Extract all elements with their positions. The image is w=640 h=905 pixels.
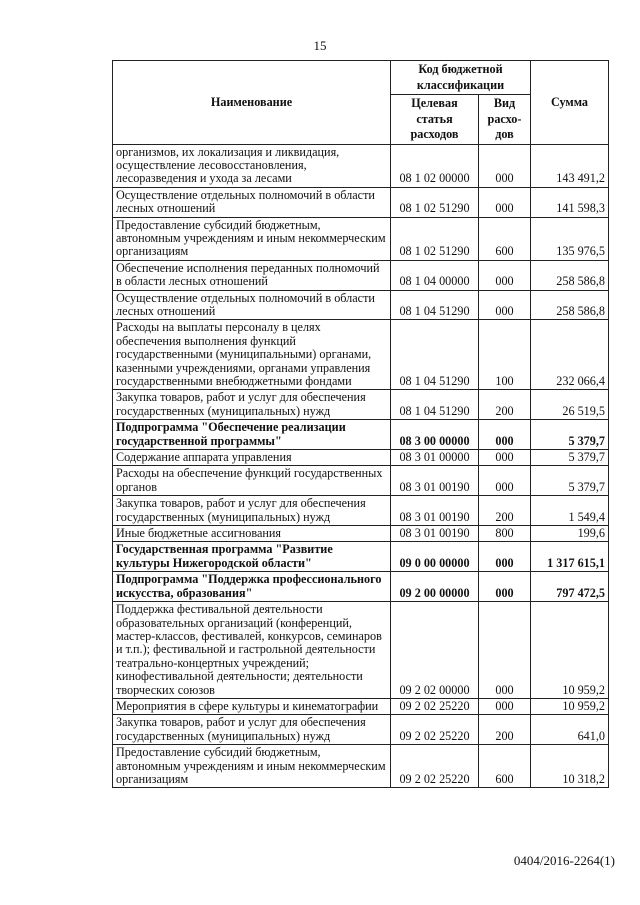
table-row: [113, 217, 609, 260]
row-target-code: 08 3 00 00000: [391, 420, 479, 450]
page-number: 15: [313, 38, 327, 53]
row-name: Закупка товаров, работ и услуг для обеспечения государственных (муниципальных) нужд: [113, 715, 391, 745]
row-expense-type: 200: [479, 390, 531, 420]
row-name: Закупка товаров, работ и услуг для обеспечения государственных (муниципальных) нужд: [113, 390, 391, 420]
row-name: Предоставление субсидий бюджетным, автономным учреждениям и иным некоммерческим организациям: [113, 745, 391, 788]
row-name: Расходы на обеспечение функций государственных органов: [113, 466, 391, 496]
row-target-code: 08 3 01 00190: [391, 466, 479, 496]
row-expense-type: 600: [479, 745, 531, 788]
row-expense-type: 000: [479, 290, 531, 320]
row-amount: 232 066,4: [531, 320, 609, 390]
row-target-code: 09 2 02 00000: [391, 602, 479, 699]
row-expense-type: 000: [479, 187, 531, 217]
row-expense-type: 000: [479, 144, 531, 187]
row-amount: 143 491,2: [531, 144, 609, 187]
table-row: [113, 496, 609, 526]
row-amount: 199,6: [531, 526, 609, 542]
row-target-code: 08 1 04 00000: [391, 260, 479, 290]
row-amount: 1 317 615,1: [531, 542, 609, 572]
row-expense-type: 100: [479, 320, 531, 390]
header-target-article: Целевая статья расходов: [391, 95, 479, 145]
row-expense-type: 000: [479, 260, 531, 290]
header-amount: Сумма: [531, 61, 609, 145]
row-target-code: 09 2 02 25220: [391, 698, 479, 714]
row-target-code: 09 2 02 25220: [391, 745, 479, 788]
table-row: [113, 260, 609, 290]
row-amount: 797 472,5: [531, 572, 609, 602]
table-row: [113, 466, 609, 496]
row-amount: 10 959,2: [531, 698, 609, 714]
row-target-code: 09 0 00 00000: [391, 542, 479, 572]
row-name: Мероприятия в сфере культуры и кинематографии: [113, 698, 391, 714]
table-row: [113, 526, 609, 542]
document-number: 0404/2016-2264(1): [513, 853, 615, 868]
row-expense-type: 000: [479, 572, 531, 602]
table-row: [113, 715, 609, 745]
table-row: [113, 390, 609, 420]
table-row: [113, 290, 609, 320]
table-header-row: [113, 61, 609, 95]
row-amount: 258 586,8: [531, 260, 609, 290]
row-amount: 641,0: [531, 715, 609, 745]
row-target-code: 08 1 02 00000: [391, 144, 479, 187]
row-target-code: 08 1 04 51290: [391, 390, 479, 420]
row-name: Государственная программа "Развитие культуры Нижегородской области": [113, 542, 391, 572]
row-amount: 141 598,3: [531, 187, 609, 217]
row-expense-type: 200: [479, 715, 531, 745]
row-target-code: 08 1 04 51290: [391, 320, 479, 390]
row-name: Подпрограмма "Обеспечение реализации государственной программы": [113, 420, 391, 450]
table-body: [113, 144, 609, 788]
row-target-code: 08 1 02 51290: [391, 217, 479, 260]
table-row: [113, 745, 609, 788]
row-amount: 26 519,5: [531, 390, 609, 420]
row-target-code: 09 2 02 25220: [391, 715, 479, 745]
row-amount: 5 379,7: [531, 466, 609, 496]
row-name: Закупка товаров, работ и услуг для обеспечения государственных (муниципальных) нужд: [113, 496, 391, 526]
header-expense-type: Вид расхо- дов: [479, 95, 531, 145]
budget-table: [112, 60, 609, 788]
row-name: Осуществление отдельных полномочий в области лесных отношений: [113, 187, 391, 217]
row-amount: 10 959,2: [531, 602, 609, 699]
table-row: [113, 542, 609, 572]
row-expense-type: 000: [479, 698, 531, 714]
row-expense-type: 800: [479, 526, 531, 542]
row-expense-type: 200: [479, 496, 531, 526]
row-expense-type: 000: [479, 466, 531, 496]
table-row: [113, 420, 609, 450]
table-row: [113, 572, 609, 602]
row-name: Поддержка фестивальной деятельности образовательных организаций (конференций, мастер-классов, фестивалей, конкурсов, семинаров и т.п.); фестивальной и гастрольной деятельности театрально-концертных учреждений; кинофестивальной деятельности; деятельности творческих союзов: [113, 602, 391, 699]
row-name: Обеспечение исполнения переданных полномочий в области лесных отношений: [113, 260, 391, 290]
row-expense-type: 600: [479, 217, 531, 260]
row-target-code: 08 3 01 00190: [391, 496, 479, 526]
row-name: Расходы на выплаты персоналу в целях обеспечения выполнения функций государственными (муниципальными) органами, казенными учреждениями, органами управления государственными внебюджетными фондами: [113, 320, 391, 390]
row-name: Осуществление отдельных полномочий в области лесных отношений: [113, 290, 391, 320]
row-amount: 258 586,8: [531, 290, 609, 320]
row-amount: 5 379,7: [531, 420, 609, 450]
row-target-code: 08 3 01 00000: [391, 450, 479, 466]
row-expense-type: 000: [479, 602, 531, 699]
table-row: [113, 187, 609, 217]
row-expense-type: 000: [479, 450, 531, 466]
row-amount: 1 549,4: [531, 496, 609, 526]
header-code-group: Код бюджетной классификации: [391, 61, 531, 95]
table-row: [113, 450, 609, 466]
header-name: Наименование: [113, 61, 391, 145]
row-target-code: 09 2 00 00000: [391, 572, 479, 602]
row-amount: 10 318,2: [531, 745, 609, 788]
table-row: [113, 698, 609, 714]
row-expense-type: 000: [479, 542, 531, 572]
row-amount: 5 379,7: [531, 450, 609, 466]
table-row: [113, 320, 609, 390]
row-name: организмов, их локализация и ликвидация, осуществление лесовосстановления, лесоразведения и ухода за лесами: [113, 144, 391, 187]
table-row: [113, 144, 609, 187]
row-target-code: 08 1 02 51290: [391, 187, 479, 217]
row-target-code: 08 1 04 51290: [391, 290, 479, 320]
row-target-code: 08 3 01 00190: [391, 526, 479, 542]
row-name: Подпрограмма "Поддержка профессионального искусства, образования": [113, 572, 391, 602]
row-name: Иные бюджетные ассигнования: [113, 526, 391, 542]
row-name: Предоставление субсидий бюджетным, автономным учреждениям и иным некоммерческим организациям: [113, 217, 391, 260]
row-name: Содержание аппарата управления: [113, 450, 391, 466]
row-amount: 135 976,5: [531, 217, 609, 260]
row-expense-type: 000: [479, 420, 531, 450]
table-row: [113, 602, 609, 699]
